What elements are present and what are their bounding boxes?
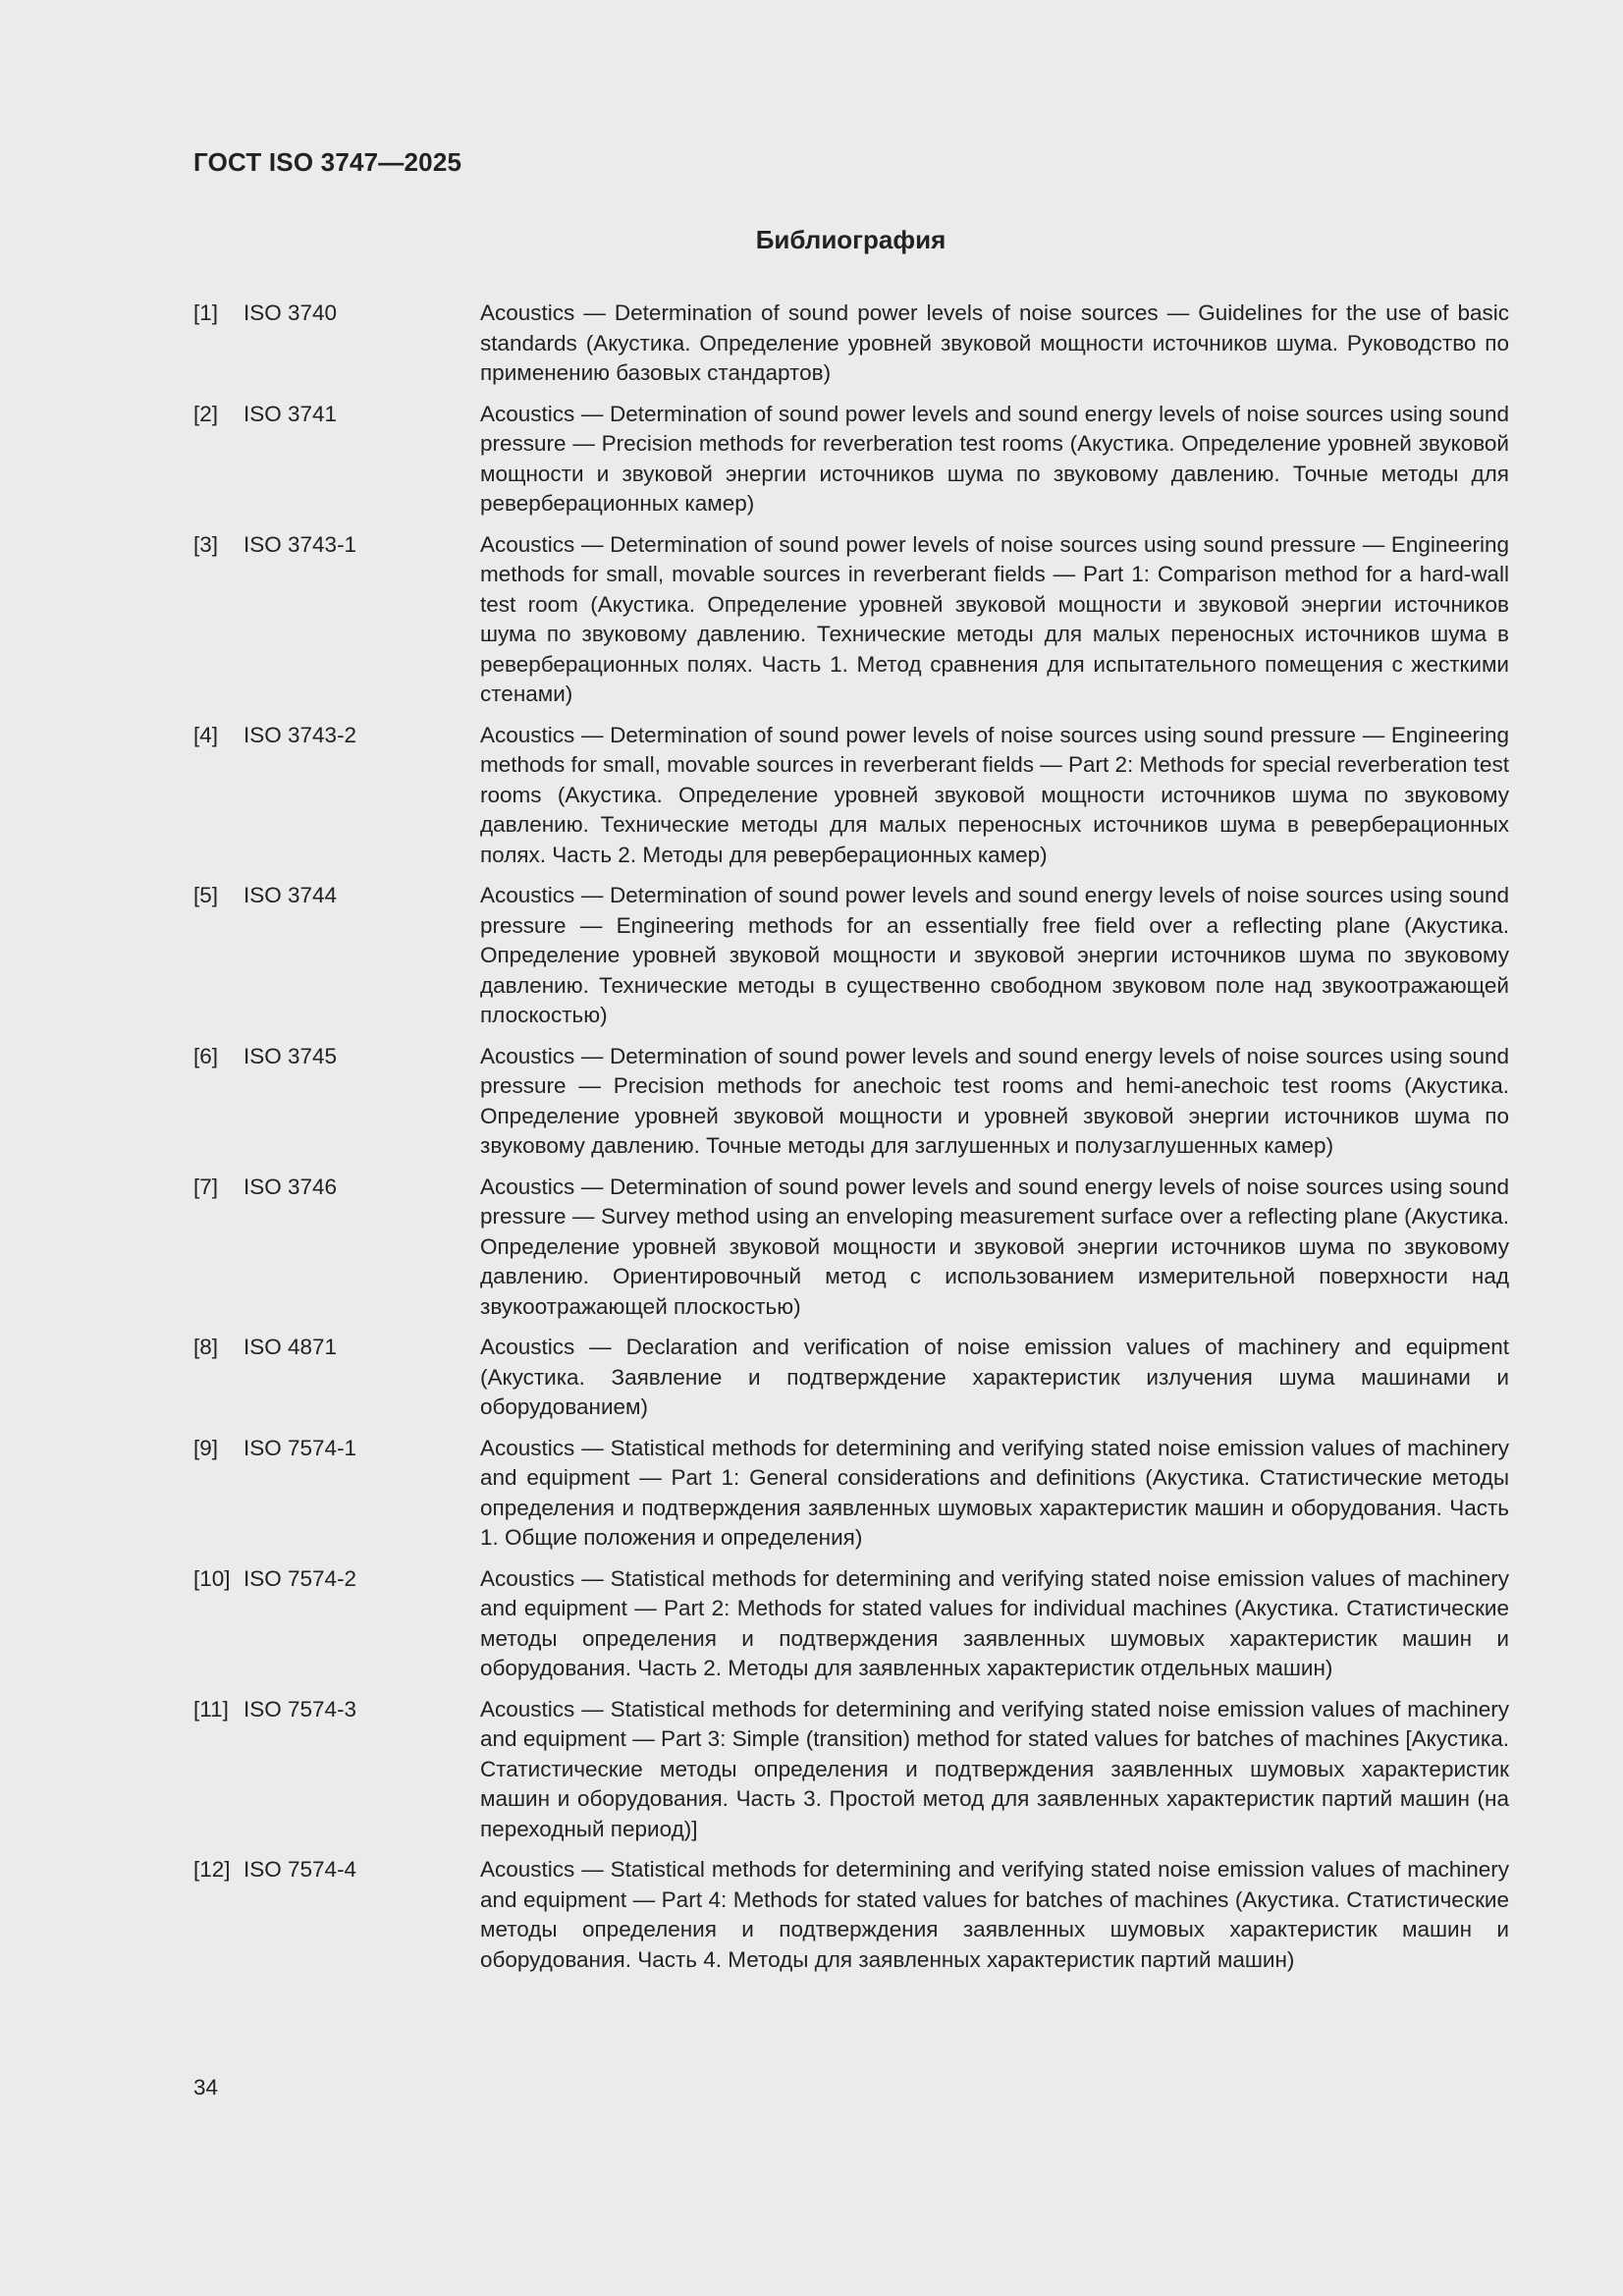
- entry-standard-code: ISO 7574-3: [243, 1696, 357, 1722]
- entry-number: [10]: [193, 1565, 231, 1591]
- bibliography-list: [193, 299, 1509, 1986]
- section-title: Библиография: [755, 225, 947, 254]
- bibliography-entry: [193, 1564, 1509, 1684]
- bibliography-entry: [193, 299, 1509, 389]
- entry-title: Acoustics — Statistical methods for determining and verifying stated noise emission values of machinery and equipment — Part 4: Methods for stated values for batches of machines (Акустика. Статистические методы определения и подтверждения заявленных шумовых характеристик машин и оборудования. Часть 4. Методы для заявленных характеристик партий машин): [480, 1857, 1509, 1972]
- entry-title: Acoustics — Determination of sound power levels of noise sources — Guidelines for the use of basic standards (Акустика. Определение уровней звуковой мощности источников шума. Руководство по применению базовых стандартов): [480, 301, 1509, 385]
- bibliography-entry: [193, 400, 1509, 519]
- page-number: 34: [193, 2075, 219, 2100]
- bibliography-entry: [193, 1042, 1509, 1162]
- bibliography-entry: [193, 1695, 1509, 1845]
- entry-title: Acoustics — Determination of sound power levels and sound energy levels of noise sources using sound pressure — Engineering methods for an essentially free field over a reflecting plane (Акустика. Определение уровней звуковой мощности и звуковой энергии источников шума по звуковому давлению. Технические методы в существенно свободном звуковом поле над звукоотражающей плоскостью): [480, 883, 1509, 1027]
- entry-title: Acoustics — Determination of sound power levels and sound energy levels of noise sources using sound pressure — Precision methods for anechoic test rooms and hemi-anechoic test rooms (Акустика. Определение уровней звуковой мощности и уровней звуковой энергии источников шума по звуковому давлению. Точные методы для заглушенных и полузаглушенных камер): [480, 1043, 1509, 1158]
- entry-title: Acoustics — Declaration and verification of noise emission values of machinery and equipment (Акустика. Заявление и подтверждение характеристик излучения шума машинами и оборудованием): [480, 1335, 1509, 1419]
- entry-number: [11]: [193, 1696, 229, 1722]
- entry-standard-code: ISO 3743-2: [243, 722, 357, 747]
- entry-number: [3]: [193, 531, 219, 557]
- bibliography-entry: [193, 1333, 1509, 1423]
- document-header-code: ГОСТ ISO 3747—2025: [193, 147, 462, 177]
- entry-standard-code: ISO 7574-4: [243, 1857, 357, 1882]
- entry-number: [1]: [193, 301, 219, 325]
- entry-standard-code: ISO 7574-2: [243, 1565, 357, 1591]
- bibliography-entry: [193, 530, 1509, 710]
- entry-title: Acoustics — Statistical methods for determining and verifying stated noise emission values of machinery and equipment — Part 3: Simple (transition) method for stated values for batches of machines [Акустика. Статистические методы определения и подтверждения заявленных шумовых характеристик машин и оборудования. Часть 3. Простой метод для заявленных характеристик партий машин (на переходный период)]: [480, 1696, 1509, 1841]
- entry-standard-code: ISO 4871: [243, 1335, 338, 1359]
- entry-number: [9]: [193, 1435, 219, 1460]
- bibliography-entry: [193, 1173, 1509, 1323]
- entry-title: Acoustics — Statistical methods for determining and verifying stated noise emission values of machinery and equipment — Part 2: Methods for stated values for individual machines (Акустика. Статистические методы определения и подтверждения заявленных шумовых характеристик машин и оборудования. Часть 2. Методы для заявленных характеристик отдельных машин): [480, 1565, 1509, 1680]
- bibliography-entry: [193, 1434, 1509, 1554]
- entry-standard-code: ISO 3745: [243, 1043, 338, 1068]
- bibliography-entry: [193, 1855, 1509, 1975]
- entry-standard-code: ISO 3746: [243, 1174, 338, 1199]
- entry-title: Acoustics — Determination of sound power levels of noise sources using sound pressure — Engineering methods for small, movable sources in reverberant fields — Part 1: Comparison method for a hard-wall test room (Акустика. Определение уровней звуковой мощности и звуковой энергии источников шума по звуковому давлению. Технические методы для малых переносных источников шума в реверберационных полях. Часть 1. Метод сравнения для испытательного помещения с жесткими стенами): [480, 531, 1509, 706]
- entry-number: [6]: [193, 1043, 219, 1068]
- entry-standard-code: ISO 3740: [243, 301, 338, 325]
- entry-number: [5]: [193, 883, 219, 907]
- entry-number: [12]: [193, 1857, 231, 1882]
- entry-number: [7]: [193, 1174, 219, 1199]
- bibliography-entry: [193, 721, 1509, 871]
- entry-number: [8]: [193, 1335, 219, 1359]
- entry-title: Acoustics — Determination of sound power levels of noise sources using sound pressure — Engineering methods for small, movable sources in reverberant fields — Part 2: Methods for special reverberation test rooms (Акустика. Определение уровней звуковой мощности источников шума по звуковому давлению. Технические методы для малых переносных источников шума в реверберационных полях. Часть 2. Методы для реверберационных камер): [480, 722, 1509, 867]
- entry-standard-code: ISO 3741: [243, 401, 338, 426]
- entry-standard-code: ISO 3744: [243, 883, 338, 907]
- entry-number: [2]: [193, 401, 219, 426]
- entry-title: Acoustics — Statistical methods for determining and verifying stated noise emission values of machinery and equipment — Part 1: General considerations and definitions (Акустика. Статистические методы определения и подтверждения заявленных шумовых характеристик машин и оборудования. Часть 1. Общие положения и определения): [480, 1435, 1509, 1550]
- entry-title: Acoustics — Determination of sound power levels and sound energy levels of noise sources using sound pressure — Precision methods for reverberation test rooms (Акустика. Определение уровней звуковой мощности и звуковой энергии источников шума по звуковому давлению. Точные методы для реверберационных камер): [480, 401, 1509, 516]
- entry-standard-code: ISO 3743-1: [243, 531, 357, 557]
- entry-title: Acoustics — Determination of sound power levels and sound energy levels of noise sources using sound pressure — Survey method using an enveloping measurement surface over a reflecting plane (Акустика. Определение уровней звуковой мощности и звуковой энергии источников шума по звуковому давлению. Ориентировочный метод с использованием измерительной поверхности над звукоотражающей плоскостью): [480, 1174, 1509, 1319]
- entry-standard-code: ISO 7574-1: [243, 1435, 357, 1460]
- bibliography-entry: [193, 881, 1509, 1031]
- entry-number: [4]: [193, 722, 219, 747]
